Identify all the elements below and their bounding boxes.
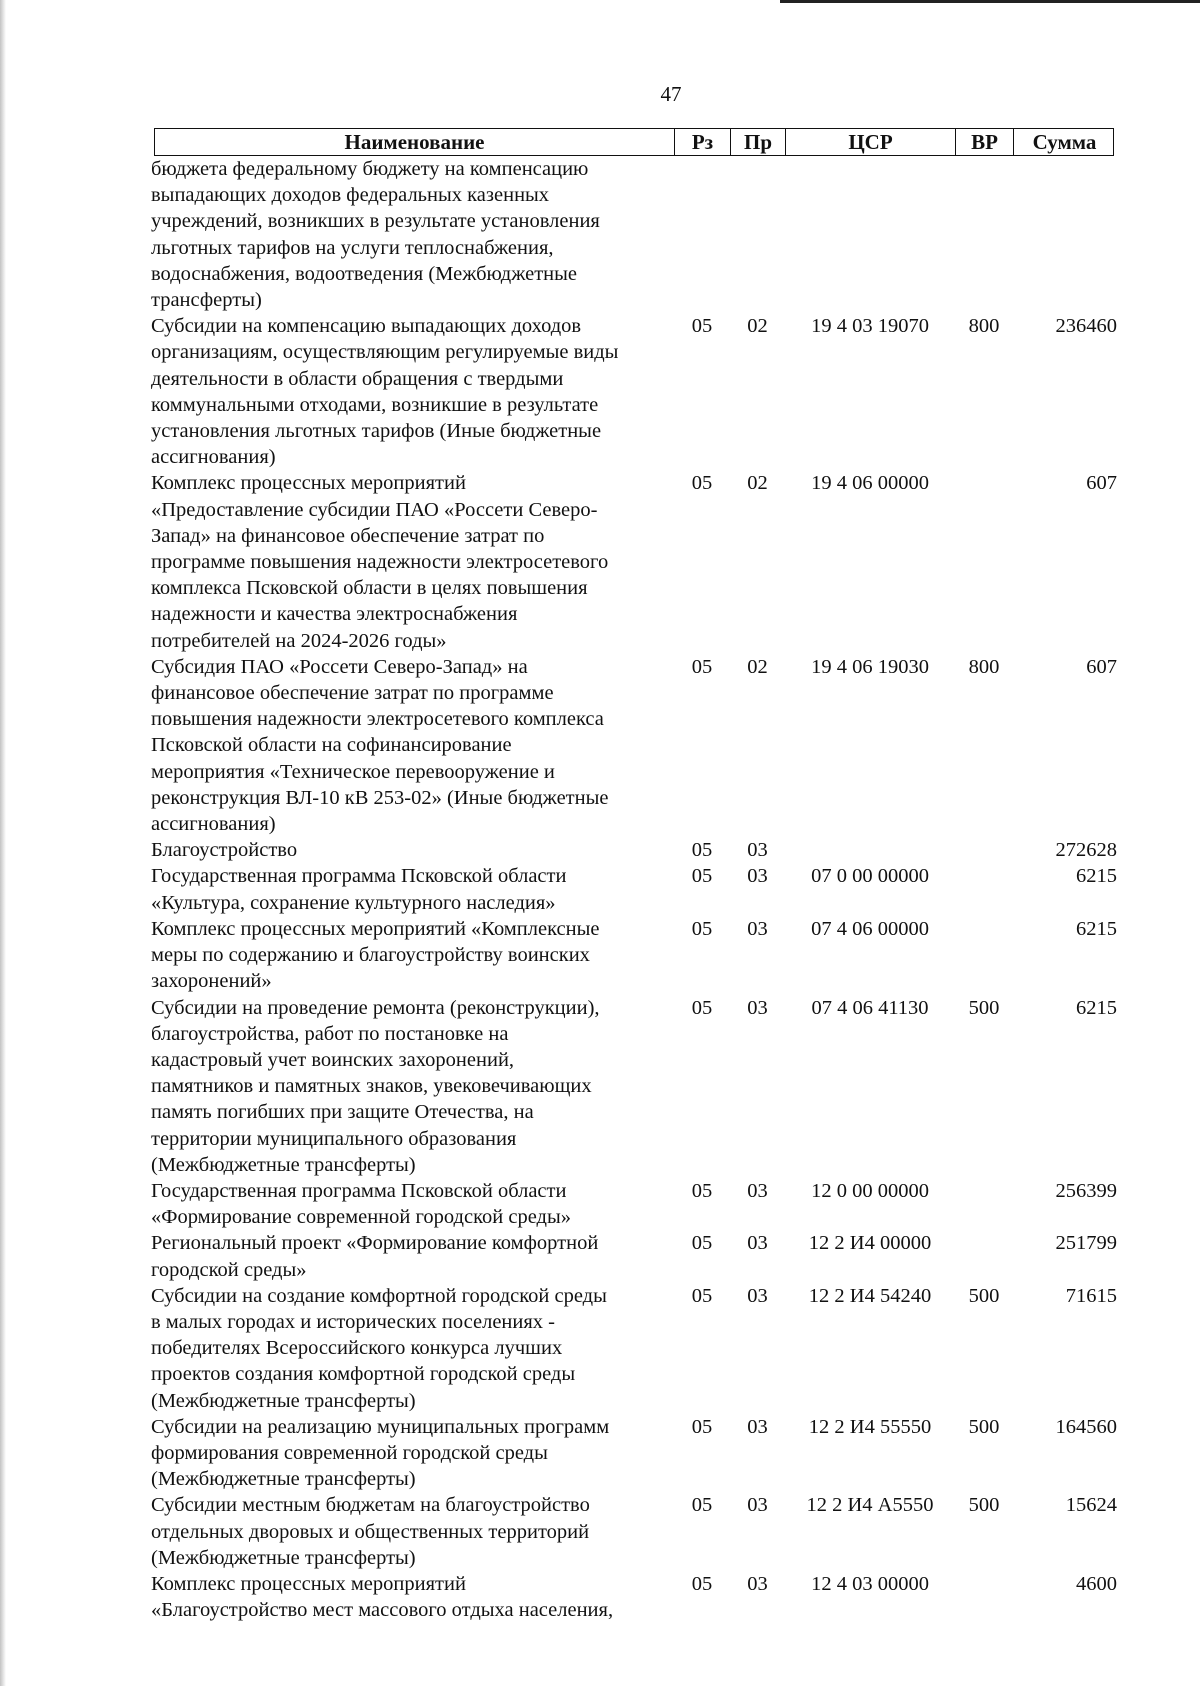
table-header	[154, 128, 1114, 156]
row-pr: 03	[747, 1179, 768, 1202]
page-number: 47	[660, 82, 682, 106]
table-body	[151, 156, 1121, 1623]
row-rz: 05	[691, 1415, 713, 1438]
row-csr: 07 0 00 00000	[811, 865, 929, 888]
header-rz: Рз	[675, 129, 731, 155]
row-vr	[955, 863, 1013, 915]
row-csr: 12 2 И4 54240	[808, 1284, 932, 1307]
row-vr	[955, 837, 1013, 863]
table-row	[151, 1283, 1121, 1414]
table-row	[151, 1571, 1121, 1623]
row-name: Субсидия ПАО «Россети Северо-Запад» на финансовое обеспечение затрат по программе повышения надежности электросетевого комплекса Псковской области на софинансирование мероприятия «Техническое перевооружение и реконструкция ВЛ-10 кВ 253-02» (Иные бюджетные ассигнования)	[151, 655, 609, 836]
row-name: Субсидии на создание комфортной городской среды в малых городах и исторических поселениях - победителях Всероссийского конкурса лучших проектов создания комфортной городской среды (Межбюджетные трансферты)	[151, 1284, 607, 1412]
row-csr: 12 0 00 00000	[811, 1179, 929, 1202]
row-vr: 800	[968, 315, 1000, 338]
table-row	[151, 1178, 1121, 1230]
row-csr	[785, 837, 955, 863]
row-pr: 02	[747, 472, 768, 495]
table-row	[151, 313, 1121, 470]
row-sum: 6215	[1076, 917, 1117, 940]
row-csr: 12 2 И4 00000	[808, 1232, 932, 1255]
row-vr	[955, 1571, 1013, 1623]
row-pr: 03	[747, 996, 768, 1019]
row-pr: 03	[747, 865, 768, 888]
row-vr	[955, 916, 1013, 995]
row-rz: 05	[691, 1179, 713, 1202]
row-rz: 05	[691, 655, 713, 678]
row-csr: 07 4 06 41130	[811, 996, 929, 1019]
row-sum: 236460	[1055, 315, 1117, 338]
row-vr: 500	[968, 1284, 1000, 1307]
row-vr: 800	[968, 655, 1000, 678]
row-pr: 03	[747, 1494, 768, 1517]
row-sum: 272628	[1055, 839, 1117, 862]
row-pr: 02	[747, 655, 768, 678]
header-sum: Сумма	[1032, 130, 1097, 154]
row-rz: 05	[691, 917, 713, 940]
row-name: Субсидии местным бюджетам на благоустройство отдельных дворовых и общественных территорий (Межбюджетные трансферты)	[151, 1494, 590, 1569]
row-name: Комплекс процессных мероприятий «Комплексные меры по содержанию и благоустройству воинских захоронений»	[151, 917, 600, 993]
row-sum: 256399	[1055, 1179, 1117, 1202]
row-pr: 03	[747, 839, 768, 862]
row-rz: 05	[691, 839, 713, 862]
row-sum	[1013, 156, 1121, 313]
row-csr: 19 4 06 19030	[811, 655, 929, 678]
row-sum: 6215	[1076, 996, 1117, 1019]
row-name: бюджета федеральному бюджету на компенсацию выпадающих доходов федеральных казенных учреждений, возникших в результате установления льготных тарифов на услуги теплоснабжения, водоснабжения, водоотведения (Межбюджетные трансферты)	[151, 158, 600, 312]
row-csr: 12 2 И4 55550	[808, 1415, 932, 1438]
row-rz: 05	[691, 1232, 713, 1255]
row-sum: 15624	[1065, 1494, 1117, 1517]
scan-edge-top	[780, 0, 1200, 3]
header-vr: ВР	[956, 129, 1014, 155]
row-rz: 05	[691, 315, 713, 338]
row-csr: 12 4 03 00000	[811, 1572, 929, 1595]
row-csr	[785, 156, 955, 313]
row-pr: 02	[747, 315, 768, 338]
row-csr: 19 4 06 00000	[811, 472, 929, 495]
table-row	[151, 156, 1121, 313]
row-sum: 607	[1086, 655, 1117, 678]
row-pr: 03	[747, 1415, 768, 1438]
table-row	[151, 837, 1121, 863]
row-csr: 07 4 06 00000	[811, 917, 929, 940]
row-name: Комплекс процессных мероприятий «Благоустройство мест массового отдыха населения,	[151, 1572, 614, 1622]
row-vr: 500	[968, 1415, 1000, 1438]
table-row	[151, 995, 1121, 1178]
header-pr: Пр	[731, 129, 786, 155]
row-pr: 03	[747, 1232, 768, 1255]
row-vr	[955, 470, 1013, 653]
row-sum: 71615	[1065, 1284, 1117, 1307]
row-name: Региональный проект «Формирование комфортной городской среды»	[151, 1232, 599, 1281]
row-name: Благоустройство	[151, 839, 298, 862]
row-name: Субсидии на реализацию муниципальных программ формирования современной городской среды (Межбюджетные трансферты)	[151, 1415, 610, 1491]
table-row	[151, 470, 1121, 653]
row-vr: 500	[968, 996, 1000, 1019]
row-rz: 05	[691, 996, 713, 1019]
row-rz	[674, 156, 730, 313]
row-name: Государственная программа Псковской области «Формирование современной городской среды»	[151, 1179, 571, 1229]
header-csr: ЦСР	[786, 129, 956, 155]
row-pr	[730, 156, 785, 313]
scan-edge	[0, 0, 6, 1686]
row-sum: 6215	[1076, 865, 1117, 888]
row-pr: 03	[747, 1572, 768, 1595]
row-rz: 05	[691, 1284, 713, 1307]
row-name: Субсидии на компенсацию выпадающих доходов организациям, осуществляющим регулируемые виды деятельности в области обращения с твердыми коммунальными отходами, возникшие в результате установления льготных тарифов (Иные бюджетные ассигнования)	[151, 315, 619, 469]
row-vr	[955, 156, 1013, 313]
table-row	[151, 1414, 1121, 1493]
row-rz: 05	[691, 865, 713, 888]
row-sum: 4600	[1076, 1572, 1117, 1595]
row-rz: 05	[691, 472, 713, 495]
row-name: Субсидии на проведение ремонта (реконструкции), благоустройства, работ по постановке на кадастровый учет воинских захоронений, памятников и памятных знаков, увековечивающих память погибших при защите Отечества, на территории муниципального образования (Межбюджетные трансферты)	[151, 996, 600, 1176]
row-pr: 03	[747, 1284, 768, 1307]
table-row	[151, 1230, 1121, 1282]
row-name: Комплекс процессных мероприятий «Предоставление субсидии ПАО «Россети Северо- Запад» на финансовое обеспечение затрат по программе повышения надежности электросетевого комплекса Псковской области в целях повышения надежности и качества электроснабжения потребителей на 2024-2026 годы»	[151, 472, 609, 652]
table-row	[151, 654, 1121, 837]
row-name: Государственная программа Псковской области «Культура, сохранение культурного наследия»	[151, 865, 567, 914]
row-rz: 05	[691, 1572, 713, 1595]
row-sum: 607	[1086, 472, 1117, 495]
row-sum: 164560	[1055, 1415, 1117, 1438]
table-row	[151, 1492, 1121, 1571]
row-vr	[955, 1230, 1013, 1282]
row-vr	[955, 1178, 1013, 1230]
row-rz: 05	[691, 1494, 713, 1517]
row-sum: 251799	[1055, 1232, 1117, 1255]
row-pr: 03	[747, 917, 768, 940]
row-csr: 12 2 И4 А5550	[806, 1494, 934, 1517]
table-row	[151, 916, 1121, 995]
table-row	[151, 863, 1121, 915]
row-vr: 500	[968, 1494, 1000, 1517]
row-csr: 19 4 03 19070	[811, 315, 929, 338]
header-name: Наименование	[155, 129, 675, 155]
